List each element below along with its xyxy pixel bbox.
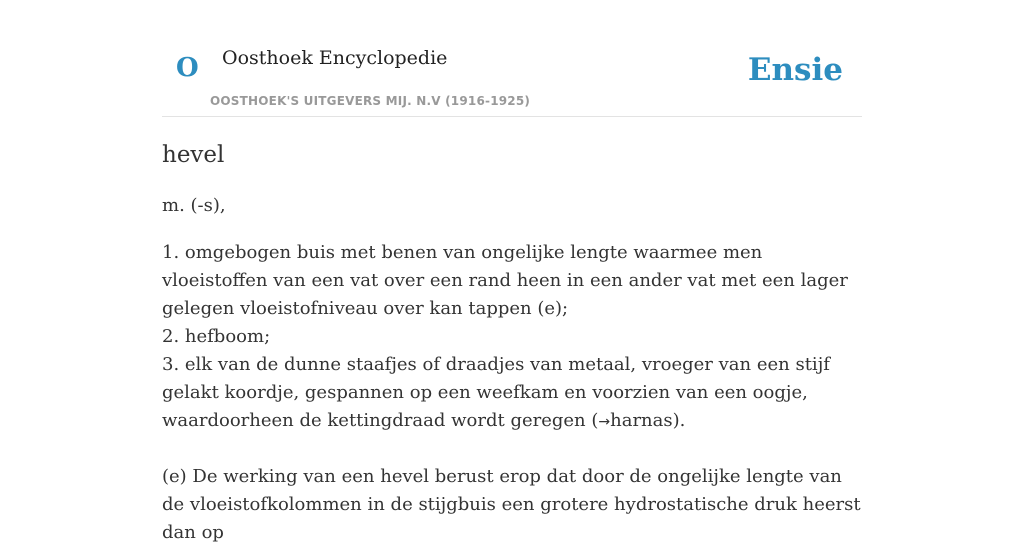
cross-reference-link-harnas[interactable]: harnas [610, 410, 673, 431]
definition-3-text: 3. elk van de dunne staafjes of draadjes van metaal, vroeger van een stijf gelakt koordje, gespannen op een weefkam en voorzien van een oogje, waardoorheen de kettingdraad wordt geregen ( [162, 354, 830, 431]
entry-definitions [162, 239, 862, 436]
entry-note: (e) De werking van een hevel berust erop dat door de ongelijke lengte van de vloeistofkolommen in de stijgbuis een grotere hydrostatische druk heerst dan op [162, 466, 861, 543]
page-container [162, 0, 862, 543]
cross-reference-arrow-icon: → [598, 414, 611, 430]
site-subtitle: OOSTHOEK'S UITGEVERS MIJ. N.V (1916-1925) [210, 94, 531, 108]
site-logo[interactable]: O [176, 53, 199, 83]
definition-3 [162, 351, 862, 436]
definition-1: 1. omgebogen buis met benen van ongelijke lengte waarmee men vloeistoffen van een vat over een rand heen in een ander vat met een lager gelegen vloeistofniveau over kan tappen (e); [162, 242, 848, 319]
site-title[interactable]: Oosthoek Encyclopedie [222, 47, 448, 69]
definition-3-end: ). [672, 410, 686, 431]
site-header [162, 0, 862, 117]
entry-grammar: m. (-s), [162, 195, 226, 216]
entry-headword: hevel [162, 142, 225, 168]
definition-2: 2. hefboom; [162, 326, 271, 347]
ensie-brand-link[interactable]: Ensie [747, 52, 843, 88]
